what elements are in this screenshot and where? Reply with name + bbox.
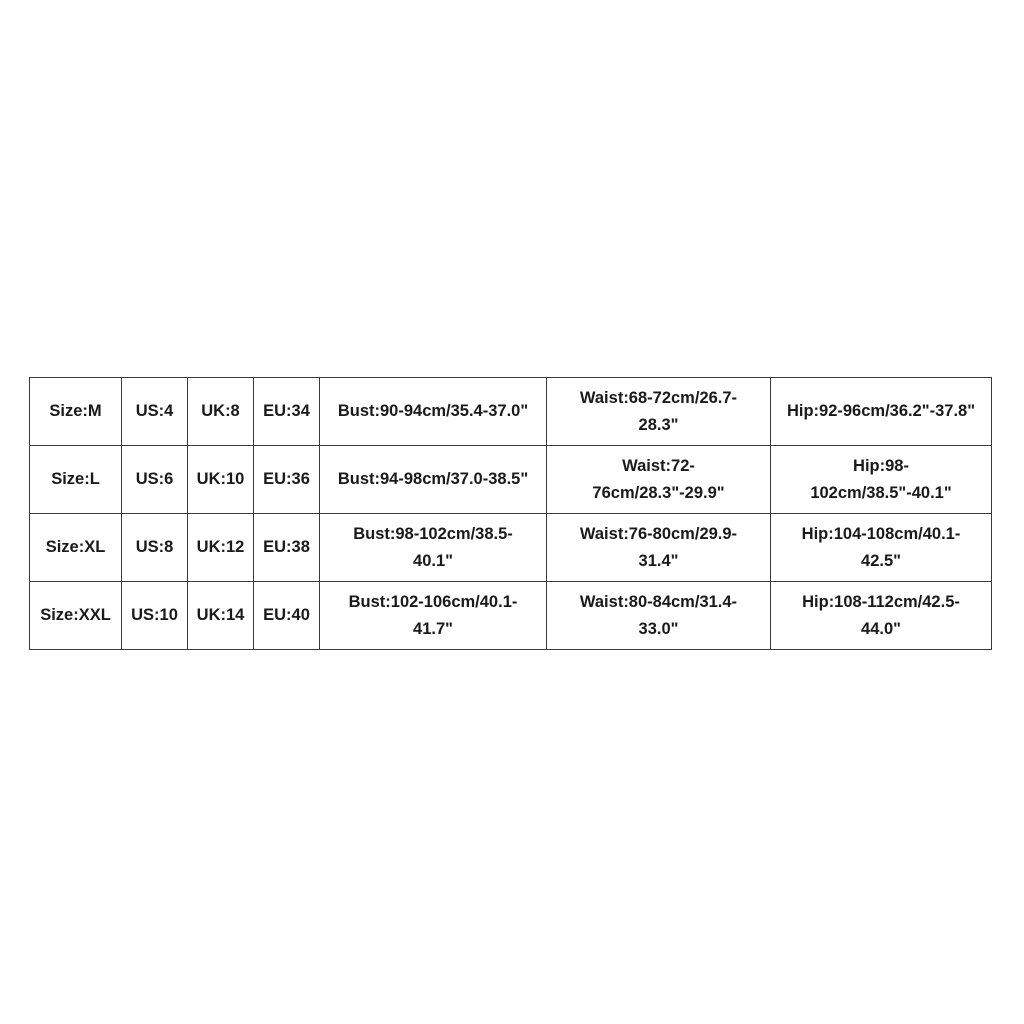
table-row: [30, 514, 992, 582]
waist-cell: Waist:76-80cm/29.9- 31.4": [547, 514, 771, 582]
uk-size-cell: UK:10: [188, 446, 254, 514]
us-size-cell: US:8: [122, 514, 188, 582]
eu-size-cell: EU:34: [254, 378, 320, 446]
bust-cell: Bust:94-98cm/37.0-38.5": [320, 446, 547, 514]
hip-cell: Hip:108-112cm/42.5- 44.0": [771, 582, 992, 650]
bust-cell: Bust:102-106cm/40.1- 41.7": [320, 582, 547, 650]
eu-size-cell: EU:38: [254, 514, 320, 582]
size-cell: Size:XXL: [30, 582, 122, 650]
us-size-cell: US:10: [122, 582, 188, 650]
uk-size-cell: UK:8: [188, 378, 254, 446]
waist-cell: Waist:68-72cm/26.7- 28.3": [547, 378, 771, 446]
waist-cell: Waist:72- 76cm/28.3"-29.9": [547, 446, 771, 514]
uk-size-cell: UK:12: [188, 514, 254, 582]
hip-cell: Hip:92-96cm/36.2"-37.8": [771, 378, 992, 446]
eu-size-cell: EU:36: [254, 446, 320, 514]
table-row: [30, 582, 992, 650]
uk-size-cell: UK:14: [188, 582, 254, 650]
bust-cell: Bust:98-102cm/38.5- 40.1": [320, 514, 547, 582]
size-chart-table: [29, 377, 992, 650]
us-size-cell: US:6: [122, 446, 188, 514]
hip-cell: Hip:104-108cm/40.1- 42.5": [771, 514, 992, 582]
hip-cell: Hip:98- 102cm/38.5"-40.1": [771, 446, 992, 514]
bust-cell: Bust:90-94cm/35.4-37.0": [320, 378, 547, 446]
us-size-cell: US:4: [122, 378, 188, 446]
eu-size-cell: EU:40: [254, 582, 320, 650]
size-cell: Size:XL: [30, 514, 122, 582]
table-row: [30, 378, 992, 446]
table-row: [30, 446, 992, 514]
size-cell: Size:L: [30, 446, 122, 514]
size-cell: Size:M: [30, 378, 122, 446]
waist-cell: Waist:80-84cm/31.4- 33.0": [547, 582, 771, 650]
